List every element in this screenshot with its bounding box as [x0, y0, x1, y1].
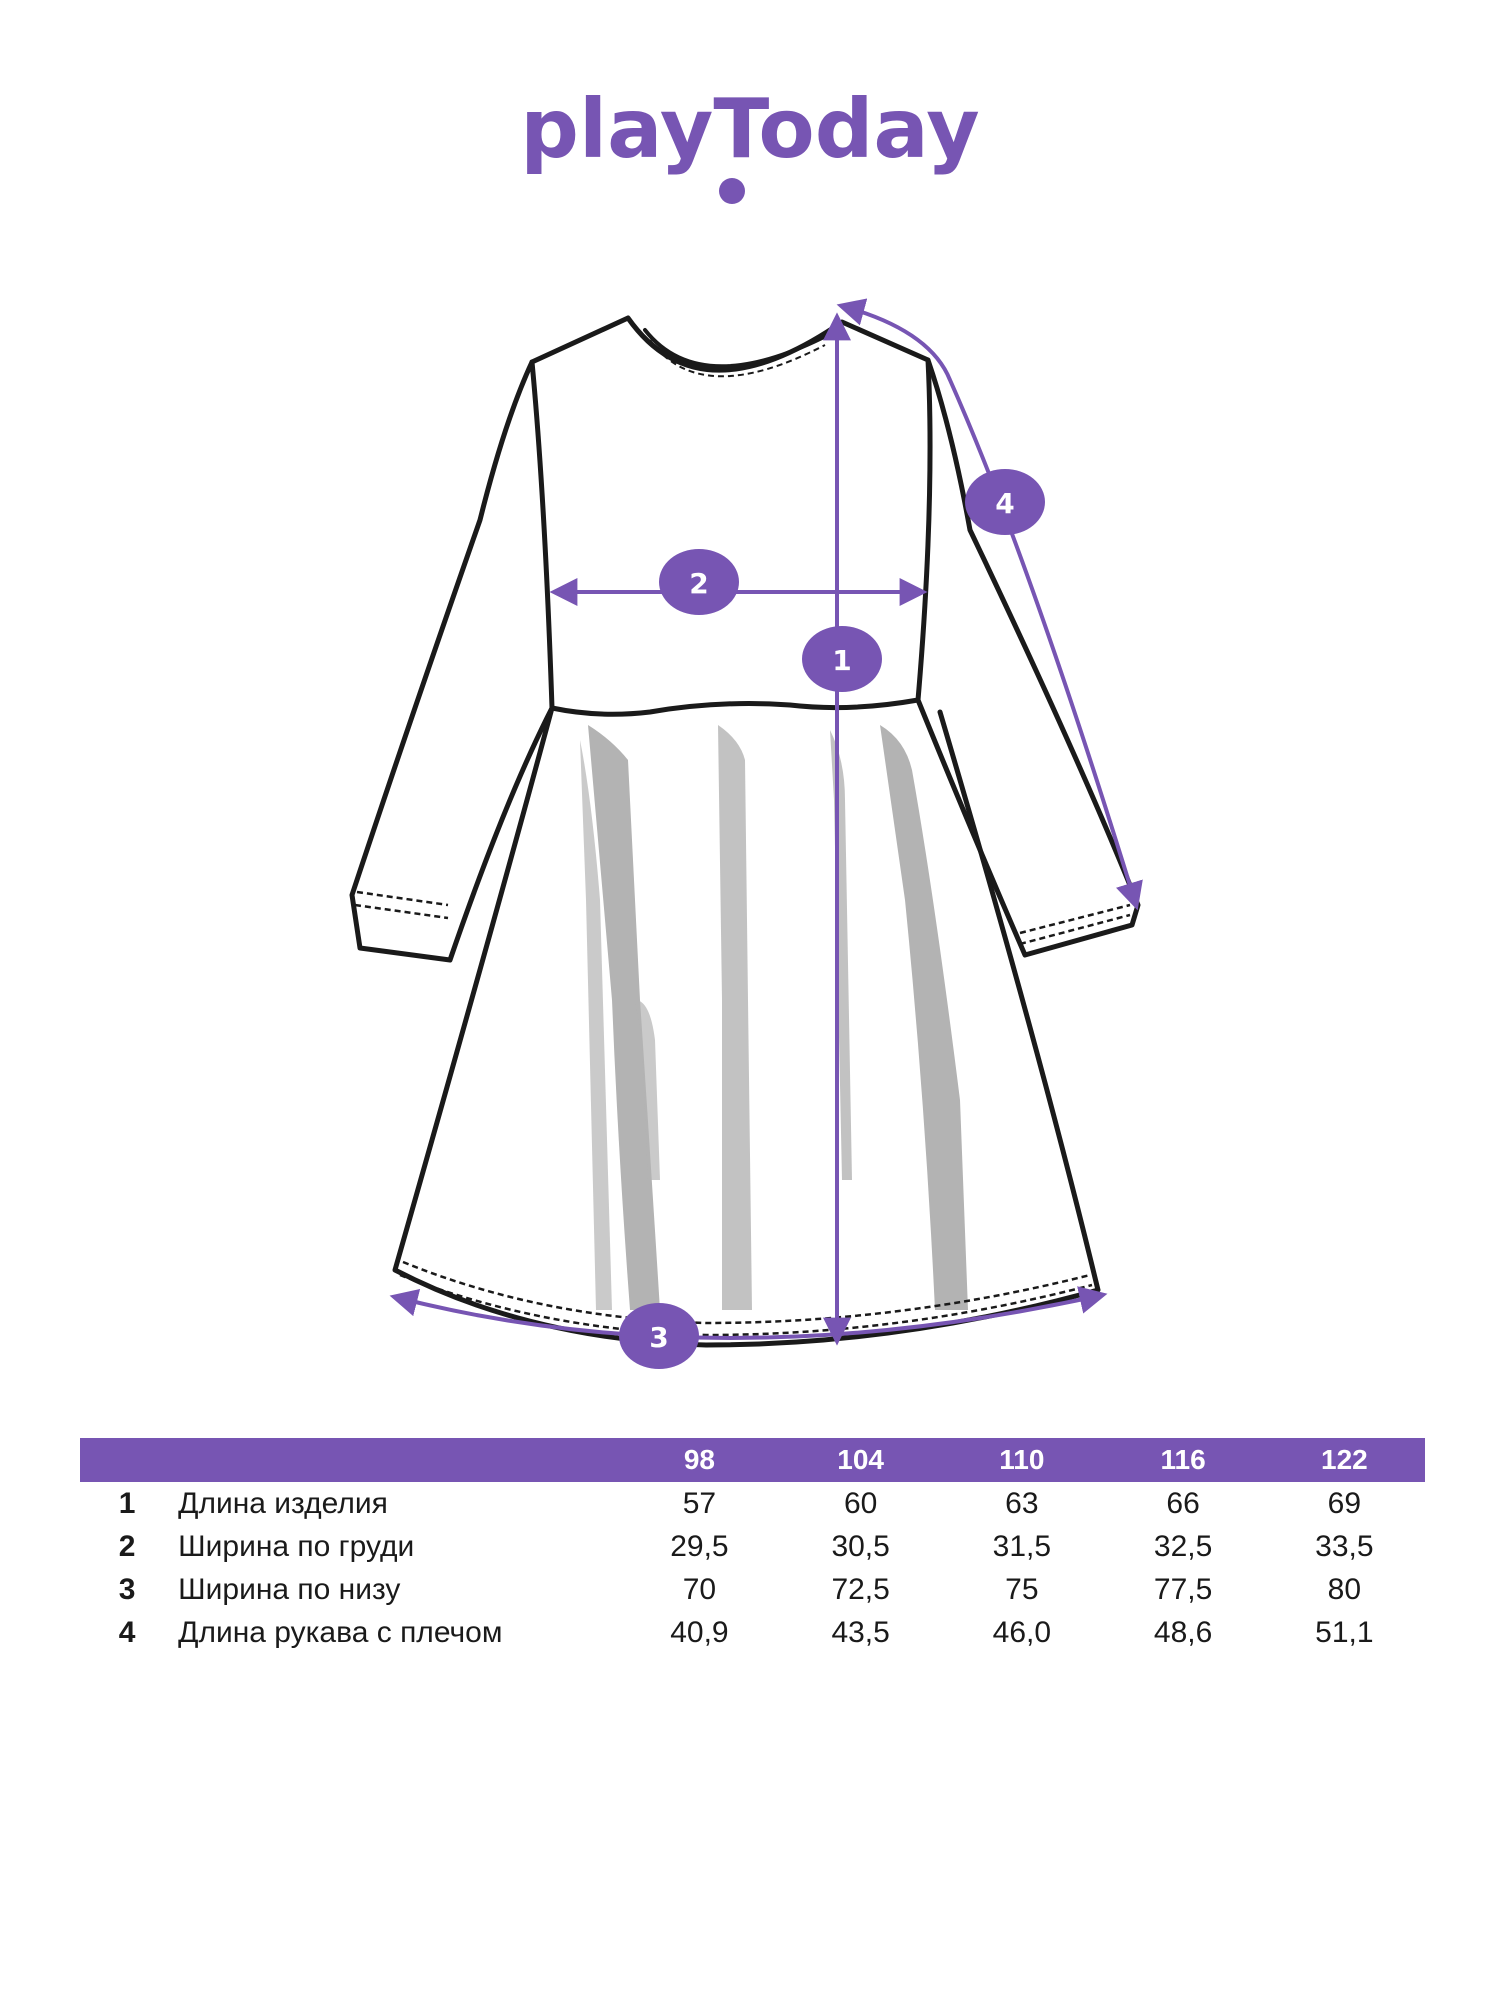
row-value: 51,1 — [1315, 1615, 1374, 1649]
marker-2 — [659, 549, 739, 615]
row-value: 80 — [1327, 1572, 1362, 1606]
row-value: 48,6 — [1153, 1615, 1213, 1649]
measure-line-sleeve — [842, 306, 1136, 905]
dress-measurement-diagram — [0, 290, 1500, 1400]
table-row — [80, 1482, 1425, 1525]
table-row — [80, 1568, 1425, 1611]
row-value: 72,5 — [831, 1572, 890, 1606]
row-value: 46,0 — [992, 1615, 1052, 1649]
marker-3-label: 3 — [649, 1321, 669, 1354]
marker-1-label: 1 — [832, 644, 852, 677]
row-value: 40,9 — [670, 1615, 729, 1649]
row-value: 66 — [1166, 1486, 1200, 1520]
header-size-110: 110 — [941, 1438, 1102, 1482]
row-number: 3 — [118, 1572, 136, 1606]
size-table-header — [80, 1438, 1425, 1482]
row-value: 69 — [1327, 1486, 1362, 1520]
header-size-98: 98 — [619, 1438, 780, 1482]
row-value: 31,5 — [992, 1529, 1052, 1563]
row-measurement-name: Длина рукава с плечом — [178, 1615, 503, 1649]
row-number: 2 — [118, 1529, 136, 1563]
table-row — [80, 1525, 1425, 1568]
marker-1 — [802, 626, 882, 692]
row-measurement-name: Ширина по груди — [178, 1529, 415, 1563]
header-size-116: 116 — [1102, 1438, 1263, 1482]
row-value: 70 — [682, 1572, 717, 1606]
header-blank-num — [80, 1438, 174, 1482]
header-size-122: 122 — [1264, 1438, 1425, 1482]
brand-logo-text: playToday — [520, 95, 980, 177]
row-value: 60 — [843, 1486, 878, 1520]
row-value: 63 — [1005, 1486, 1039, 1520]
table-row — [80, 1611, 1425, 1654]
row-value: 29,5 — [670, 1529, 729, 1563]
size-table — [80, 1438, 1425, 1654]
row-number: 4 — [118, 1615, 136, 1649]
marker-3 — [619, 1303, 699, 1369]
row-measurement-name: Длина изделия — [178, 1486, 388, 1520]
row-value: 43,5 — [831, 1615, 890, 1649]
size-table-body — [80, 1482, 1425, 1654]
row-number: 1 — [118, 1486, 136, 1520]
row-value: 77,5 — [1153, 1572, 1213, 1606]
skirt-shading — [580, 725, 968, 1310]
size-header-row — [80, 1438, 1425, 1482]
row-value: 32,5 — [1153, 1529, 1213, 1563]
row-value: 30,5 — [831, 1529, 890, 1563]
header-size-104: 104 — [780, 1438, 941, 1482]
marker-4-label: 4 — [995, 487, 1015, 520]
row-measurement-name: Ширина по низу — [178, 1572, 401, 1606]
marker-2-label: 2 — [689, 567, 709, 600]
row-value: 75 — [1005, 1572, 1039, 1606]
brand-logo — [0, 95, 1500, 215]
measurement-lines — [395, 306, 1136, 1340]
row-value: 33,5 — [1315, 1529, 1374, 1563]
row-value: 57 — [682, 1486, 717, 1520]
marker-4 — [965, 469, 1045, 535]
brand-logo-dot — [719, 178, 745, 204]
header-blank-name — [174, 1438, 619, 1482]
